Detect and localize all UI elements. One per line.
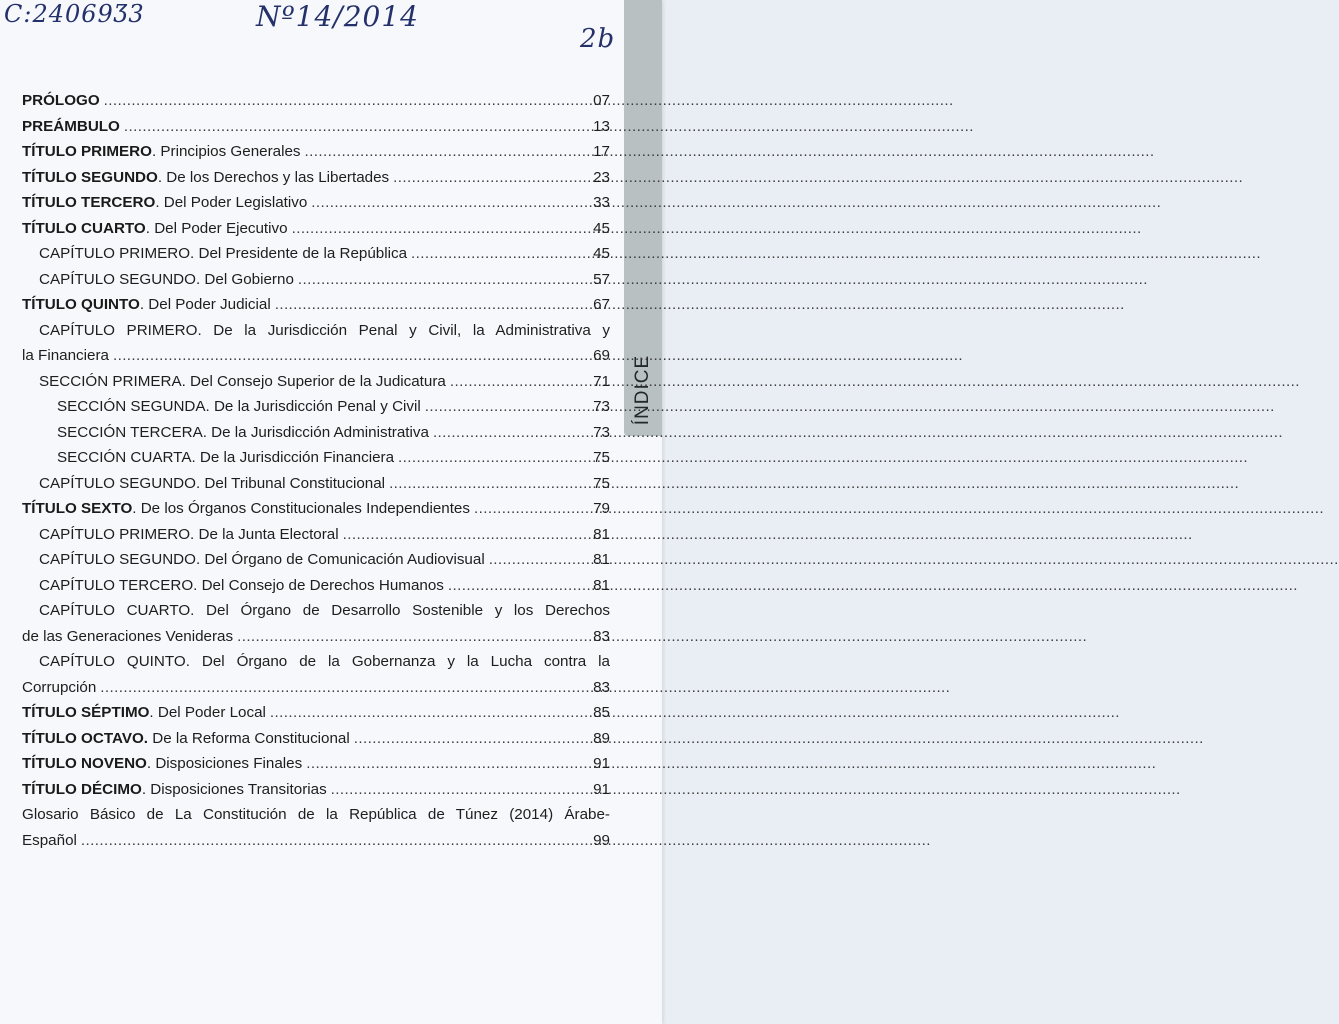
toc-entry bbox=[22, 471, 610, 497]
toc-entry bbox=[22, 292, 610, 318]
toc-entry bbox=[22, 496, 610, 522]
toc-entry-title bbox=[39, 471, 385, 497]
toc-page-number: 69 bbox=[593, 347, 610, 364]
toc-entry-subtitle: Español bbox=[22, 831, 77, 849]
toc-entry bbox=[22, 751, 610, 777]
toc-entry-subtitle: . Principios Generales bbox=[151, 143, 301, 160]
dot-leader bbox=[474, 496, 586, 522]
dot-leader bbox=[354, 726, 586, 752]
toc-entry-heading: TÍTULO DÉCIMO bbox=[22, 780, 142, 798]
toc-entry bbox=[22, 165, 610, 191]
dot-leader bbox=[305, 139, 586, 165]
toc-entry-subtitle: CAPÍTULO SEGUNDO. Del Gobierno bbox=[39, 270, 294, 288]
toc-page-number: 45 bbox=[593, 245, 610, 262]
toc-page-number: 81 bbox=[593, 576, 610, 594]
toc-entry-heading: TÍTULO SEXTO bbox=[22, 500, 133, 517]
toc-entry-title bbox=[22, 777, 327, 803]
toc-page-number: 99 bbox=[593, 831, 610, 849]
toc-entry-title bbox=[22, 165, 389, 191]
toc-entry-title bbox=[22, 190, 307, 216]
toc-entry-subtitle: . De los Derechos y las Libertades bbox=[157, 168, 390, 186]
toc-entry-subtitle: de las Generaciones Venideras bbox=[22, 627, 234, 645]
toc-entry-subtitle: . Disposiciones Finales bbox=[146, 755, 303, 772]
toc-entry bbox=[22, 318, 610, 344]
toc-entry-title bbox=[39, 267, 294, 293]
dot-leader bbox=[433, 420, 586, 446]
toc-page-number: 81 bbox=[593, 525, 610, 543]
toc-page-number: 85 bbox=[593, 704, 610, 721]
dot-leader bbox=[124, 114, 586, 140]
toc-page-number: 79 bbox=[593, 500, 610, 517]
toc-page-number: 45 bbox=[593, 219, 610, 237]
toc-entry-title: CAPÍTULO CUARTO. Del Órgano de Desarrollo Sostenible y los Derechos bbox=[39, 602, 610, 619]
toc-entry-title bbox=[57, 420, 429, 446]
toc-page-number: 33 bbox=[593, 194, 610, 211]
dot-leader bbox=[450, 369, 586, 395]
dot-leader bbox=[81, 828, 586, 854]
dot-leader bbox=[425, 394, 586, 420]
toc-entry-title bbox=[39, 573, 444, 599]
toc-entry bbox=[22, 216, 610, 242]
toc-entry bbox=[22, 700, 610, 726]
toc-page-number: 75 bbox=[593, 474, 610, 492]
toc-entry bbox=[22, 343, 610, 369]
dot-leader bbox=[389, 471, 586, 497]
toc-entry-heading: TÍTULO TERCERO bbox=[22, 194, 156, 211]
toc-entry-subtitle: CAPÍTULO SEGUNDO. Del Órgano de Comunicación Audiovisual bbox=[39, 551, 485, 568]
toc-page-number: 71 bbox=[593, 372, 610, 390]
toc-page-number: 57 bbox=[593, 270, 610, 288]
toc-page-number: 07 bbox=[593, 92, 610, 109]
toc-page-number: 67 bbox=[593, 296, 610, 313]
toc-entry-subtitle: CAPÍTULO TERCERO. Del Consejo de Derechos Humanos bbox=[39, 576, 444, 594]
dot-leader bbox=[331, 777, 586, 803]
handwritten-page-mark: 2b bbox=[580, 24, 616, 54]
handwritten-reference-number: C:24069Ʒ3 bbox=[4, 0, 145, 28]
toc-entry bbox=[22, 369, 610, 395]
toc-entry-heading: PRÓLOGO bbox=[22, 92, 100, 109]
toc-page-number: 23 bbox=[593, 168, 610, 186]
toc-entry bbox=[22, 190, 610, 216]
toc-entry-heading: TÍTULO PRIMERO bbox=[22, 143, 152, 160]
dot-leader bbox=[275, 292, 586, 318]
toc-entry-subtitle: CAPÍTULO PRIMERO. Del Presidente de la República bbox=[39, 245, 408, 262]
dot-leader bbox=[343, 522, 586, 548]
toc-entry-heading: TÍTULO QUINTO bbox=[22, 296, 140, 313]
toc-page-number: 83 bbox=[593, 678, 610, 696]
toc-entry-heading: PREÁMBULO bbox=[22, 117, 120, 135]
toc-entry-title bbox=[22, 496, 470, 522]
dot-leader bbox=[411, 241, 586, 267]
toc-entry-subtitle: . Disposiciones Transitorias bbox=[141, 780, 327, 798]
toc-entry-subtitle: SECCIÓN CUARTA. De la Jurisdicción Financiera bbox=[57, 449, 395, 466]
toc-entry-title bbox=[22, 292, 271, 318]
toc-entry bbox=[22, 88, 610, 114]
dot-leader bbox=[292, 216, 586, 242]
handwritten-issue-number: Nº14/2014 bbox=[256, 0, 419, 33]
toc-entry bbox=[22, 598, 610, 624]
toc-page-number: 91 bbox=[593, 755, 610, 772]
toc-entry-subtitle: SECCIÓN SEGUNDA. De la Jurisdicción Penal y Civil bbox=[57, 398, 421, 415]
toc-page-number: 75 bbox=[593, 449, 610, 466]
dot-leader bbox=[448, 573, 586, 599]
table-of-contents bbox=[22, 88, 610, 853]
toc-entry-title bbox=[22, 139, 301, 165]
toc-page-number: 81 bbox=[593, 551, 610, 568]
toc-entry-subtitle: CAPÍTULO PRIMERO. De la Junta Electoral bbox=[39, 525, 339, 543]
dot-leader bbox=[113, 343, 586, 369]
toc-entry bbox=[22, 394, 610, 420]
toc-page-number: 89 bbox=[593, 729, 610, 747]
dot-leader bbox=[306, 751, 586, 777]
toc-entry-title bbox=[22, 700, 266, 726]
dot-leader bbox=[398, 445, 586, 471]
toc-page-number: 73 bbox=[593, 423, 610, 441]
toc-entry-subtitle: . Del Poder Legislativo bbox=[155, 194, 308, 211]
toc-entry bbox=[22, 547, 610, 573]
toc-page-number: 83 bbox=[593, 627, 610, 645]
toc-entry-title bbox=[57, 445, 394, 471]
toc-entry-title bbox=[22, 343, 109, 369]
toc-page-number: 17 bbox=[593, 143, 610, 160]
toc-entry-subtitle: . Del Poder Local bbox=[149, 704, 266, 721]
toc-page-number: 73 bbox=[593, 398, 610, 415]
toc-entry bbox=[22, 624, 610, 650]
toc-entry-heading: TÍTULO NOVENO bbox=[22, 755, 147, 772]
toc-entry bbox=[22, 139, 610, 165]
toc-entry-title bbox=[22, 114, 120, 140]
toc-entry bbox=[22, 241, 610, 267]
toc-entry-title bbox=[22, 624, 233, 650]
toc-entry-title bbox=[22, 88, 100, 114]
dot-leader bbox=[489, 547, 586, 573]
toc-entry-subtitle: la Financiera bbox=[22, 347, 109, 364]
toc-entry-title bbox=[57, 394, 421, 420]
toc-entry-title bbox=[39, 369, 446, 395]
toc-entry-heading: TÍTULO SEGUNDO bbox=[22, 168, 158, 186]
toc-entry-title bbox=[39, 522, 339, 548]
toc-entry-title bbox=[39, 547, 485, 573]
toc-entry-title bbox=[22, 828, 77, 854]
document-page bbox=[0, 0, 662, 1024]
toc-entry bbox=[22, 675, 610, 701]
toc-entry-heading: TÍTULO CUARTO bbox=[22, 219, 146, 237]
toc-entry-heading: TÍTULO SÉPTIMO bbox=[22, 704, 150, 721]
toc-entry bbox=[22, 420, 610, 446]
toc-entry bbox=[22, 573, 610, 599]
toc-entry-title bbox=[22, 726, 350, 752]
toc-entry bbox=[22, 649, 610, 675]
toc-entry bbox=[22, 267, 610, 293]
toc-entry-subtitle: . De los Órganos Constitucionales Independientes bbox=[132, 500, 470, 517]
toc-entry bbox=[22, 726, 610, 752]
toc-entry bbox=[22, 114, 610, 140]
toc-entry-title: CAPÍTULO QUINTO. Del Órgano de la Gobernanza y la Lucha contra la bbox=[39, 653, 610, 670]
toc-entry bbox=[22, 777, 610, 803]
toc-entry-title bbox=[39, 241, 407, 267]
toc-entry-subtitle: . Del Poder Judicial bbox=[139, 296, 271, 313]
dot-leader bbox=[237, 624, 586, 650]
toc-entry-title bbox=[22, 751, 302, 777]
dot-leader bbox=[298, 267, 586, 293]
toc-entry-subtitle: . Del Poder Ejecutivo bbox=[145, 219, 288, 237]
toc-entry-subtitle: Corrupción bbox=[22, 678, 97, 696]
toc-entry bbox=[22, 802, 610, 828]
dot-leader bbox=[393, 165, 586, 191]
index-tab-text: ÍNDICE bbox=[632, 354, 653, 426]
toc-entry-subtitle: De la Reforma Constitucional bbox=[148, 729, 350, 747]
toc-page-number: 91 bbox=[593, 780, 610, 798]
toc-entry-title bbox=[22, 216, 288, 242]
toc-entry-heading: TÍTULO OCTAVO. bbox=[22, 729, 148, 747]
toc-entry bbox=[22, 445, 610, 471]
toc-entry bbox=[22, 828, 610, 854]
dot-leader bbox=[104, 88, 586, 114]
dot-leader bbox=[100, 675, 586, 701]
toc-page-number: 13 bbox=[593, 117, 610, 135]
dot-leader bbox=[311, 190, 586, 216]
toc-entry-title: CAPÍTULO PRIMERO. De la Jurisdicción Penal y Civil, la Administrativa y bbox=[39, 321, 610, 339]
dot-leader bbox=[270, 700, 586, 726]
toc-entry-subtitle: CAPÍTULO SEGUNDO. Del Tribunal Constitucional bbox=[39, 474, 386, 492]
toc-entry bbox=[22, 522, 610, 548]
toc-entry-title bbox=[22, 675, 96, 701]
toc-entry-subtitle: SECCIÓN PRIMERA. Del Consejo Superior de la Judicatura bbox=[39, 372, 446, 390]
toc-entry-title: Glosario Básico de La Constitución de la República de Túnez (2014) Árabe- bbox=[22, 806, 610, 823]
toc-entry-subtitle: SECCIÓN TERCERA. De la Jurisdicción Administrativa bbox=[57, 423, 429, 441]
